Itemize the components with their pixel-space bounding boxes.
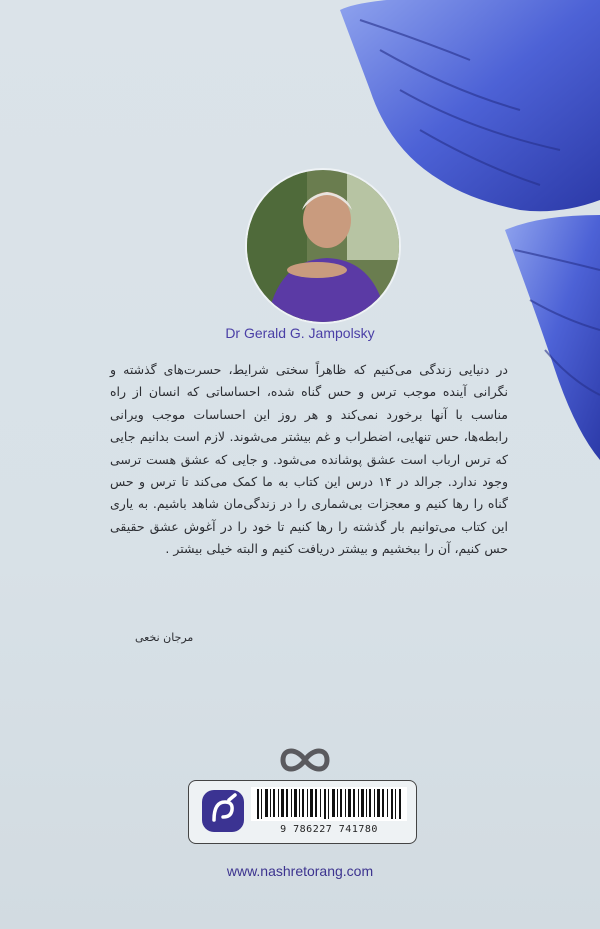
publisher-box	[188, 780, 417, 844]
isbn-barcode	[251, 787, 407, 821]
infinity-icon	[275, 740, 335, 780]
author-portrait	[245, 168, 401, 324]
blurb-paragraph: در دنیایی زندگی می‌کنیم که ظاهراً سختی شرایط، حسرت‌های گذشته و نگرانی آینده موجب ترس و حس گناه شده، احساساتی که انسان از راه مناسب با آنها برخورد نمی‌کند و هر روز این احساسات موجب ویرانی رابطه‌ها، حس تنهایی، اضطراب و غم بیشتر می‌شوند. لازم است بدانیم جایی که ترس ارباب است عشق پوشانده می‌شود. و جایی که عشق هست ترسی وجود ندارد. جرالد در ۱۴ درس این کتاب به ما کمک می‌کند تا ترس و حس گناه را رها کنیم و معجزات بی‌شماری را در زندگی‌مان شاهد باشیم. به یاری این کتاب می‌توانیم بار گذشته را رها کنیم تا خود را در آغوش عشق حقیقی حس کنیم، آن را ببخشیم و بیشتر دریافت کنیم و البته خیلی بیشتر .	[110, 362, 509, 557]
publisher-logo-icon	[199, 787, 247, 835]
publisher-website: www.nashretorang.com	[226, 863, 374, 879]
isbn-number: 9 786227 741780	[280, 824, 378, 835]
translator-name: مرجان نخعی	[135, 631, 194, 644]
author-name: Dr Gerald G. Jampolsky	[225, 325, 375, 341]
